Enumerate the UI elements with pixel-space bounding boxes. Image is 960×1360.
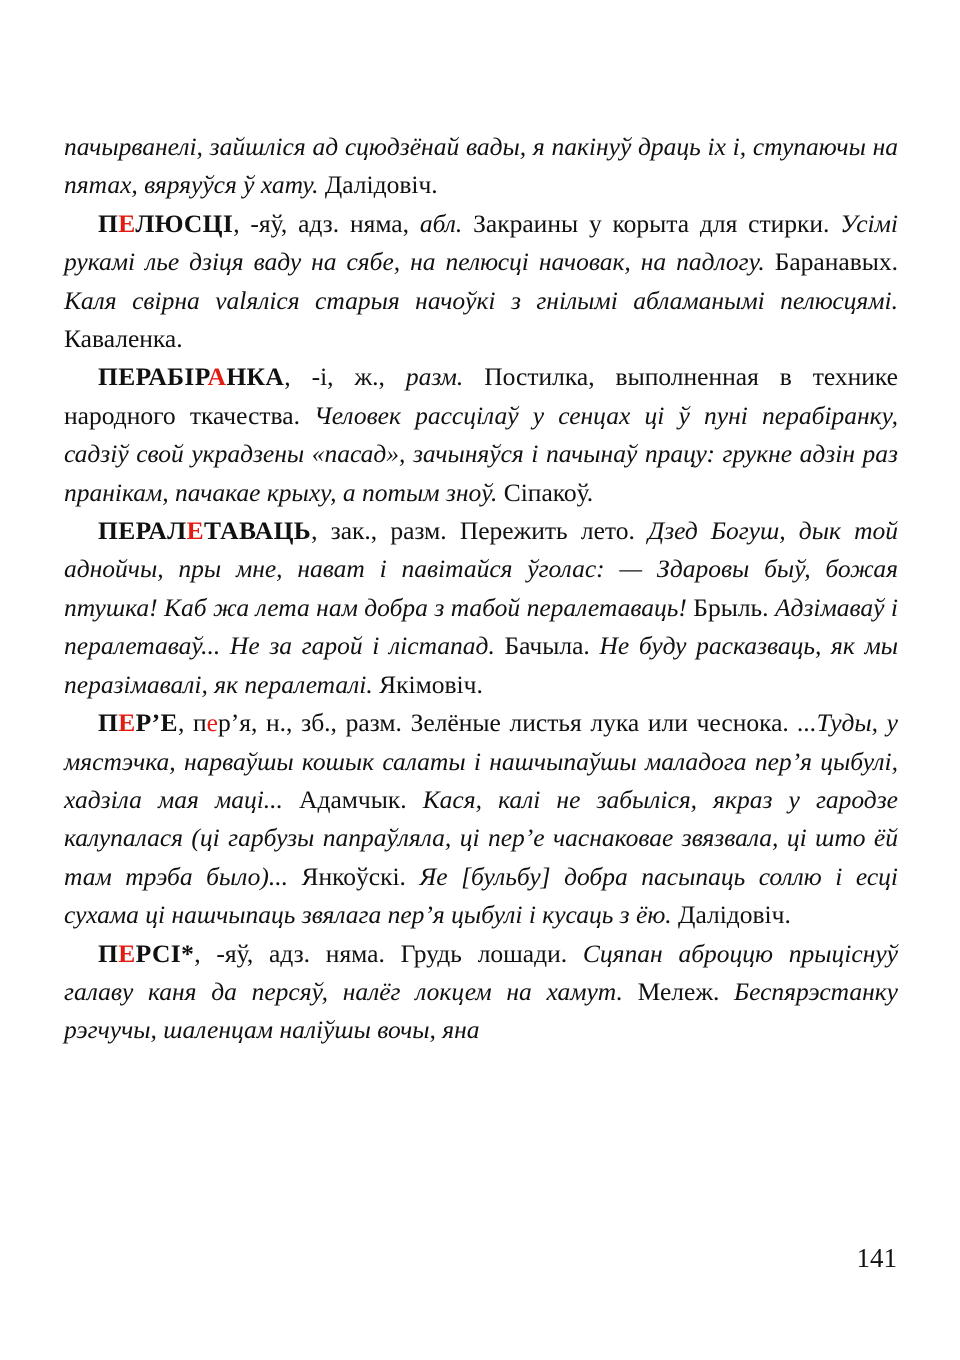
stressed-letter: Е — [186, 516, 204, 546]
paragraph-continuation-top — [64, 128, 898, 205]
headword-prefix: П — [98, 938, 119, 968]
entry-run: , зак., разм. Пережить лето. — [311, 516, 648, 546]
entry-peliusci — [64, 205, 898, 359]
headword-suffix: РСІ* — [135, 938, 195, 968]
entry-run: Закраины у корыта для стирки. — [462, 208, 841, 238]
stressed-letter: Е — [118, 938, 136, 968]
headword-suffix: ЛЮСЦІ — [135, 208, 234, 238]
inflection-stressed-letter: е — [206, 708, 218, 738]
entry-run: р’я, н., зб., разм. Зелёные листья лука или чеснока. — [218, 708, 798, 738]
entry-run: Якімовіч. — [372, 669, 483, 699]
headword-peraletavac — [98, 516, 311, 545]
entry-run: , -яў, адз. няма, — [233, 208, 420, 238]
citation-text: пачырванелі, зайшліся ад сцюдзёнай вады, я пакінуў драць іх і, ступаючы на пятах, вяряуўся ў хату. — [64, 132, 898, 200]
entry-run: Не буду расказваць, як мы перазімавалі, як пералеталі. — [64, 631, 898, 699]
entry-run: разм. — [405, 362, 464, 392]
headword-suffix: ТАВАЦЬ — [204, 516, 312, 546]
entry-run: Адамчык. — [282, 784, 423, 814]
entry-run: , -яў, адз. няма. Грудь лошади. — [194, 938, 583, 968]
entry-run: , -і, ж., — [284, 362, 406, 392]
headword-persi — [98, 939, 194, 968]
headword-prefix: П — [98, 208, 119, 238]
headword-suffix: НКА — [226, 362, 285, 392]
headword-suffix: Р’Е — [135, 708, 178, 738]
entry-run: Сіпакоў. — [497, 477, 594, 507]
entry-run: Сцяпан аброццю прыціснуў галаву каня да персяў, налёг локцем на хамут. — [64, 938, 898, 1006]
entry-run: Адзімаваў і пералетаваў... Не за гарой і лістапад. — [64, 592, 898, 661]
entry-run: Далідовіч. — [671, 900, 791, 930]
headword-prefix: ПЕРАЛ — [98, 516, 187, 546]
citation-source: Далідовіч. — [318, 170, 438, 200]
entry-run: абл. — [419, 208, 463, 238]
page-number: 141 — [856, 1243, 897, 1273]
headword-perje — [98, 708, 178, 737]
entry-perje — [64, 704, 898, 934]
text-column — [64, 128, 898, 1050]
entry-run: Каваленка. — [64, 324, 183, 354]
entry-run: Баранавых. — [764, 247, 898, 277]
entry-run: Бачыла. — [494, 631, 600, 661]
headword-peliusci — [98, 209, 233, 238]
entry-run: , п — [177, 708, 207, 738]
stressed-letter: А — [207, 362, 227, 392]
headword-perabiranka — [98, 362, 284, 391]
stressed-letter: Е — [118, 208, 136, 238]
entry-persi — [64, 935, 898, 1050]
stressed-letter: Е — [118, 708, 136, 738]
entry-run: Беспярэстанку рэгчучы, шаленцам наліўшы вочы, яна — [64, 976, 899, 1045]
entry-run: Брыль. — [686, 592, 775, 622]
entry-run: Яе [бульбу] добра пасыпаць соллю і есці сухама ці нашчыпаць звялага пер’я цыбулі і кусаць з ёю. — [64, 861, 898, 930]
entry-run: Кася, калі не забыліся, якраз у гародзе калупалася (ці гарбузы папраўляла, ці пер’е часнаковае звязвала, ці што ёй там трэба было)... — [64, 784, 898, 891]
entry-run: Дзед Богуш, дык той аднойчы, пры мне, нават і павітайся ўголас: — Здаровы быў, божая птушка! Каб жа лета нам добра з табой пералетаваць! — [64, 516, 898, 622]
entry-perabiranka — [64, 358, 898, 512]
entry-run: Человек рассцілаў у сенцах ці ў пуні перабіранку, садзіў свой украдзены «пасад», зачыняўся і пачынаў працу: грукне адзін раз пранікам, пачакае крыху, а потым зноў. — [64, 400, 898, 507]
entry-run: Усімі рукамі лье дзіця ваду на сябе, на пелюсці начовак, на падлогу. — [64, 208, 898, 277]
headword-prefix: ПЕРАБІР — [98, 362, 208, 392]
headword-prefix: П — [98, 708, 119, 738]
entry-run: Мележ. — [622, 976, 735, 1006]
entry-run: Каля свірна valяліся старыя начоўкі з гнілымі абламанымі пелюсцямі. — [64, 285, 898, 315]
entry-run: ...Туды, у мястэчка, нарваўшы кошык салаты і нашчыпаўшы маладога пер’я цыбулі, хадзіла мая маці... — [64, 708, 898, 814]
entry-run: Янкоўскі. — [288, 861, 420, 891]
entry-run: Постилка, выполненная в технике народного ткачества. — [64, 362, 898, 430]
entry-peraletavac — [64, 512, 898, 704]
